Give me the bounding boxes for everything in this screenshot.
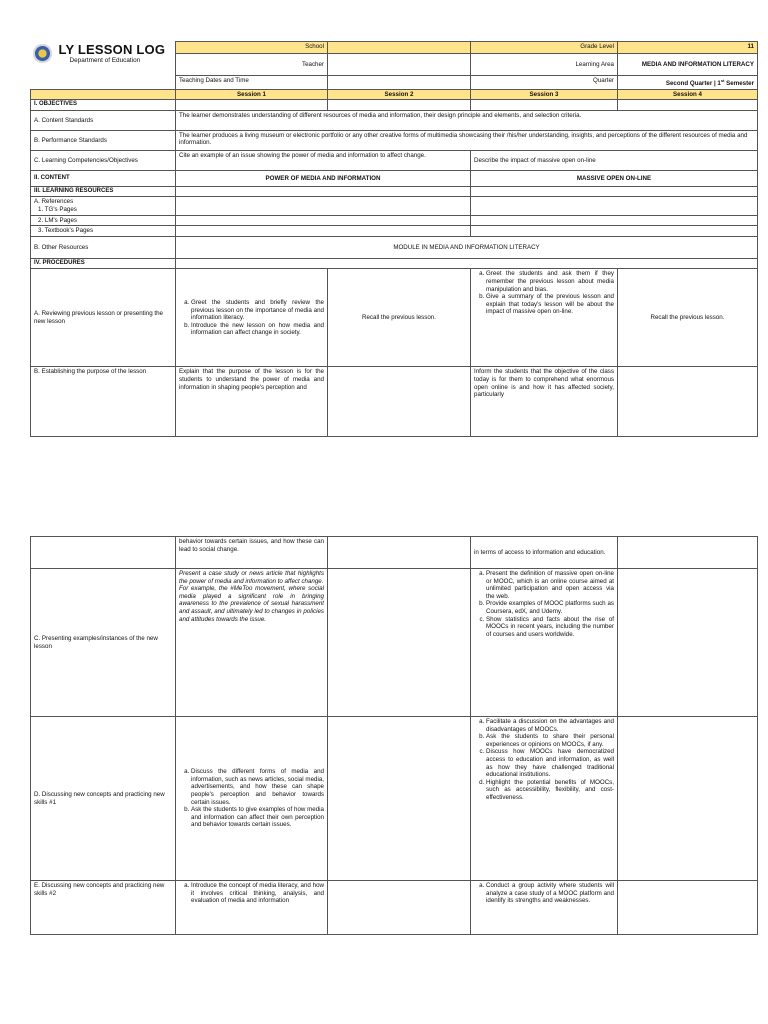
log-title: LY LESSON LOG (58, 41, 166, 57)
deped-seal-icon (33, 44, 52, 63)
procedure-a-session-1: a. Greet the students and briefly review the previous lesson on the importance of media and information literacy. b. Introduce the new lesson on how media and information can affect change in society. (176, 269, 328, 367)
school-label: School (176, 42, 328, 54)
content-heading: II. CONTENT (31, 170, 176, 186)
school-value[interactable] (328, 42, 471, 54)
procedure-e-label: E. Discussing new concepts and practicing new skills #2 (31, 881, 176, 935)
department-name: Department of Education (69, 56, 141, 64)
content-standards-text: The learner demonstrates understanding of different resources of media and information, their design principle and elements, and selection criteria. (176, 110, 758, 130)
procedure-b-session-3: Inform the students that the objective of the class today is for them to comprehend what enormous open online is and how it has affected society, particularly (471, 367, 618, 437)
competencies-s34: Describe the impact of massive open on-line (471, 150, 758, 170)
teacher-value[interactable] (328, 54, 471, 76)
learning-area-label: Learning Area (471, 54, 618, 76)
references-label: A. References 1. TG's Pages (31, 197, 176, 215)
procedure-c-session-1: Present a case study or news article that highlights the power of media and information to affect change. For example, the #MeToo movement, where social media played a significant role in bringing awareness to the prevalence of sexual harassment and assault, and ultimately led to changes in policies and attitudes towards the issue. (176, 569, 328, 717)
learning-resources-heading: III. LEARNING RESOURCES (31, 186, 176, 197)
procedure-a-session-3: a. Greet the students and ask them if they remember the previous lesson about media manipulation and bias. b. Give a summary of the previous lesson and explain that today's lesson will be about the impact of massive open on-line. (471, 269, 618, 367)
session-4-header: Session 4 (618, 89, 758, 100)
performance-standards-label: B. Performance Standards (31, 130, 176, 150)
spacer (31, 76, 176, 90)
grade-level-value[interactable]: 11 (618, 42, 758, 54)
header-logo (31, 42, 176, 76)
procedure-e-session-3: a. Conduct a group activity where students will analyze a case study of a MOOC platform and identify its strengths and weaknesses. (471, 881, 618, 935)
procedure-d-session-3: a. Facilitate a discussion on the advantages and disadvantages of MOOCs. b. Ask the students to share their personal experiences or opinions on MOOCs, if any. c. Discuss how MOOCs have democratized access to education and information, as well as how they have challenged traditional educational institutions. d. Highlight the potential benefits of MOOCs, such as accessibility, flexibility, and cost-effectiveness. (471, 717, 618, 881)
content-standards-label: A. Content Standards (31, 110, 176, 130)
procedure-d-label: D. Discussing new concepts and practicing new skills #1 (31, 717, 176, 881)
procedure-b-session-3-cont: in terms of access to information and education. (471, 537, 618, 569)
procedure-e-session-1: a. Introduce the concept of media literacy, and how it involves critical thinking, analysis, and evaluation of media and information (176, 881, 328, 935)
quarter-label: Quarter (471, 76, 618, 90)
session-1-header: Session 1 (176, 89, 328, 100)
teacher-label: Teacher (176, 54, 328, 76)
grade-level-label: Grade Level (471, 42, 618, 54)
procedure-b-session-1: Explain that the purpose of the lesson is for the students to understand the power of media and information in shaping people's perception and (176, 367, 328, 437)
lesson-log-table-page-2 (30, 536, 758, 935)
session-header-blank (31, 89, 176, 100)
procedure-a-session-2: Recall the previous lesson. (328, 269, 471, 367)
session-3-header: Session 3 (471, 89, 618, 100)
procedure-d-session-1: a. Discuss the different forms of media and information, such as news articles, social media, advertisements, and how these can shape people's perception and behavior towards certain issues. b. Ask the students to give examples of how media and information can affect their own perception and behavior towards certain issues. (176, 717, 328, 881)
procedure-b-label: B. Establishing the purpose of the lesson (31, 367, 176, 437)
other-resources-label: B. Other Resources (31, 236, 176, 258)
session-2-header: Session 2 (328, 89, 471, 100)
content-s34: MASSIVE OPEN ON-LINE (471, 170, 758, 186)
learning-area-value[interactable]: MEDIA AND INFORMATION LITERACY (618, 54, 758, 76)
procedure-c-session-3: a. Present the definition of massive open on-line or MOOC, which is an online course aimed at unlimited participation and open access via the web. b. Provide examples of MOOC platforms such as Coursera, edX, and Udemy. c. Show statistics and facts about the rise of MOOCs in recent years, including the number of courses and users worldwide. (471, 569, 618, 717)
quarter-value[interactable]: Second Quarter | 1st Semester (618, 76, 758, 90)
procedure-a-session-4: Recall the previous lesson. (618, 269, 758, 367)
procedure-c-label: C. Presenting examples/instances of the new lesson (31, 569, 176, 717)
procedures-heading: IV. PROCEDURES (31, 258, 176, 269)
competencies-s12: Cite an example of an issue showing the power of media and information to affect change. (176, 150, 471, 170)
performance-standards-text: The learner produces a living museum or electronic portfolio or any other creative forms of multimedia showcasing their /his/her understanding, insights, and perceptions of the different resources of media and information. (176, 130, 758, 150)
objectives-heading: I. OBJECTIVES (31, 100, 176, 111)
textbook-pages-label: 3. Textbook's Pages (31, 226, 176, 237)
content-s12: POWER OF MEDIA AND INFORMATION (176, 170, 471, 186)
procedure-a-label: A. Reviewing previous lesson or presenting the new lesson (31, 269, 176, 367)
procedure-b-session-1-cont: behavior towards certain issues, and how these can lead to social change. (176, 537, 328, 569)
other-resources-value: MODULE IN MEDIA AND INFORMATION LITERACY (176, 236, 758, 258)
lm-pages-label: 2. LM's Pages (31, 215, 176, 226)
teaching-dates-label: Teaching Dates and Time (176, 76, 328, 90)
competencies-label: C. Learning Competencies/Objectives (31, 150, 176, 170)
lesson-log-table-page-1 (30, 41, 758, 437)
teaching-dates-value[interactable] (328, 76, 471, 90)
